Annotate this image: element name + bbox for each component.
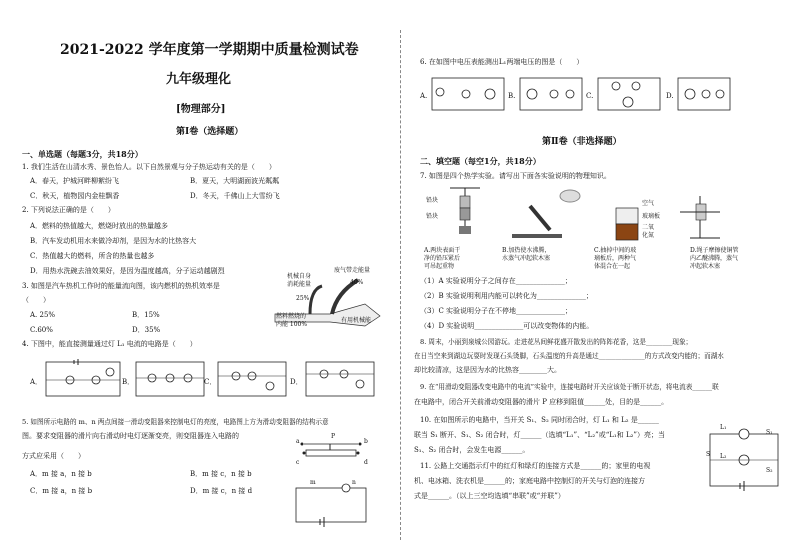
q4-option-d: D．: [290, 378, 303, 386]
q6-option-b: B.: [508, 92, 516, 100]
q5-option-b: B．m 接 c，n 接 b: [190, 470, 252, 478]
fig-label-40: 40%: [350, 279, 364, 286]
rheo-p: P: [331, 433, 336, 440]
fig-label-exhaust: 废气带走能量: [334, 267, 371, 274]
rheo-d: d: [364, 459, 368, 466]
q7-fig-no2-2: 化氮: [642, 232, 655, 239]
q10-line-1: 10. 在如图所示的电路中，当开关 S₁、S₂ 同时闭合时，灯 L₁ 和 L₂ 是______: [420, 416, 659, 424]
q8-line-1: 8. 周末，小丽到泉城公园游玩。走进花丛间鲜花盛开散发出的阵阵花香，这是________现象；: [420, 338, 693, 346]
q4-circuit-b: [134, 360, 206, 398]
q6-circuit-a: [430, 76, 506, 112]
q10-label-s: S: [706, 451, 711, 458]
section-2-heading: 二、填空题（每空1分，共18分）: [420, 156, 541, 166]
q2-option-d: D．用热水洗碗去油效果好，是因为温度越高，分子运动越剧烈: [30, 267, 225, 275]
q6-stem: 6. 在如图中电压表能测出L₁两端电压的图是（ ）: [420, 58, 584, 66]
q5-stem-3: 方式应采用（ ）: [22, 452, 85, 460]
q7-sub-4: （4）D 实验说明______________可以改变物体的内能。: [420, 322, 594, 330]
q7-caption-a-3: 可吊起重物: [424, 263, 455, 270]
volume-2-title: 第Ⅱ卷（非选择题）: [542, 137, 622, 147]
q3-option-a: A. 25%: [30, 311, 56, 319]
q4-option-c: C．: [204, 378, 217, 386]
q6-option-a: A.: [420, 92, 428, 100]
q7-fig-lead-1: 铅块: [426, 197, 439, 204]
q3-option-b: B．15%: [132, 311, 160, 319]
q2-stem: 2. 下列说法正确的是（ ）: [22, 206, 115, 214]
q10-line-3: S₁、S₂ 闭合时，会发生电源______。: [414, 446, 530, 454]
exam-subtitle: 九年级理化: [166, 72, 232, 87]
fig-label-useful: 有用机械能: [341, 317, 372, 324]
q7-caption-b-2: 水蒸气冲起软木塞: [502, 255, 551, 262]
q7-fig-lead-2: 铅块: [426, 213, 439, 220]
q6-option-c: C.: [586, 92, 594, 100]
rheo-b: b: [364, 438, 368, 445]
q10-line-2: 联当 S₁ 断开、S₁、S₂ 闭合时，灯______（选填“L₁”、“L₂”或“L₁和 L₂”）亮；当: [414, 431, 665, 439]
rheo-a: a: [296, 438, 300, 445]
q4-circuit-c: [216, 360, 288, 398]
rheo-n: n: [352, 479, 356, 486]
rheo-c: c: [296, 459, 300, 466]
q7-caption-c-1: C.抽掉中间的玻: [594, 247, 637, 254]
fig-label-machine: 机械自身: [287, 273, 312, 280]
q5-stem-1: 5. 如图所示电路的 m、n 两点间接一滑动变阻器来控制电灯的亮度，电路图上方为滑动变阻器的结构示意: [22, 418, 329, 426]
q6-circuit-c: [596, 76, 662, 112]
fig-label-consume: 消耗能量: [287, 281, 312, 288]
q4-option-a: A．: [30, 378, 43, 386]
q2-option-c: C．热值越大的燃料，所含的热量也越多: [30, 252, 155, 260]
rheostat-diagram: [296, 436, 368, 526]
q4-option-b: B．: [122, 378, 135, 386]
page-divider: [400, 30, 401, 540]
q7-experiment-figures: [420, 186, 790, 244]
q7-sub-3: （3）C 实验说明分子在不停地______________；: [420, 307, 573, 315]
q10-label-l2: L₂: [720, 453, 727, 460]
q9-line-1: 9. 在“用滑动变阻器改变电路中的电流”实验中，连接电路时开关应该处于断开状态，将电流表______联: [420, 383, 719, 391]
q7-caption-d-1: D.绳子摩擦使铜管: [690, 247, 739, 254]
q7-caption-a-1: A.两块表面干: [424, 247, 461, 254]
rheo-m: m: [310, 479, 316, 486]
q7-fig-air: 空气: [642, 200, 655, 207]
q10-label-s1: S₁: [766, 429, 773, 436]
q7-caption-c-2: 璃板后，两种气: [594, 255, 637, 262]
q1-option-b: B．夏天，大明湖面波光粼粼: [190, 177, 280, 185]
volume-1-title: 第Ⅰ卷（选择题）: [176, 127, 244, 137]
q5-option-d: D．m 接 c，n 接 d: [190, 487, 253, 495]
q2-option-a: A．燃料的热值越大，燃烧时放出的热量越多: [30, 222, 169, 230]
section-1-heading: 一、单选题（每题3分，共18分）: [22, 149, 143, 159]
q7-caption-a-2: 净的铅压紧后: [424, 255, 461, 262]
q5-option-a: A．m 接 a，n 接 b: [30, 470, 92, 478]
q6-circuit-d: [676, 76, 732, 112]
q8-line-3: 却比较清凉，这是因为水的比热容________大。: [414, 366, 561, 374]
q1-option-a: A．春天，护城河畔柳絮纷飞: [30, 177, 120, 185]
exam-title: 2021-2022 学年度第一学期期中质量检测试卷: [60, 42, 359, 58]
q7-caption-d-2: 内乙醚沸腾，蒸气: [690, 255, 739, 262]
q4-circuit-d: [304, 360, 376, 398]
q1-option-d: D．冬天，千佛山上大雪纷飞: [190, 192, 280, 200]
q5-option-c: C．m 接 a，n 接 b: [30, 487, 93, 495]
q11-line-1: 11. 公路上交通指示灯中的红灯和绿灯的连接方式是______的；家里的电视: [420, 462, 651, 470]
fig-label-25: 25%: [296, 295, 310, 302]
q9-line-2: 在电路中，闭合开关前滑动变阻器的滑片 P 应移到阻值______处，目的是______。: [414, 398, 669, 406]
q1-option-c: C．秋天，植物园内金桂飘香: [30, 192, 120, 200]
q10-label-l1: L₁: [720, 424, 727, 431]
fig-label-fuel: 燃料燃烧的: [276, 313, 307, 320]
q2-option-b: B．汽车发动机用水来做冷却剂，是因为水的比热容大: [30, 237, 197, 245]
q3-option-d: D．35%: [132, 326, 161, 334]
q7-stem: 7. 如图是四个热学实验。请写出下面各实验说明的物理知识。: [420, 172, 611, 180]
q3-option-c: C.60%: [30, 326, 53, 334]
q4-stem: 4. 下图中，能直接测量通过灯 L₁ 电流的电路是（ ）: [22, 340, 197, 348]
fig-label-100: 内能 100%: [276, 321, 308, 328]
q7-caption-b-1: B.加热使水沸腾，: [502, 247, 551, 254]
q6-option-d: D.: [666, 92, 674, 100]
q7-caption-c-3: 体混合在一起: [594, 263, 631, 270]
q7-fig-glass: 玻璃板: [642, 213, 661, 220]
q3-stem: 3. 如图是汽车热机工作时的能量流向图，该内燃机的热机效率是: [22, 282, 220, 290]
q4-circuit-a: [44, 360, 122, 398]
q1-stem: 1. 我们生活在山清水秀、景色怡人。以下自然景观与分子热运动有关的是（ ）: [22, 163, 276, 171]
q7-sub-2: （2）B 实验说明利用内能可以转化为______________；: [420, 292, 593, 300]
part-label: [物理部分]: [176, 104, 226, 115]
q3-stem-paren: （ ）: [22, 296, 50, 304]
q8-line-2: 在日当空来到湖边玩耍时发现石头烫脚，石头温度的升高是通过______________的方式改变内能的；而湖水: [414, 352, 724, 360]
q11-line-2: 机、电冰箱、洗衣机是______的；家庭电路中控制灯的开关与灯泡的连接方: [414, 477, 645, 485]
q7-sub-1: （1）A 实验说明分子之间存在______________；: [420, 277, 572, 285]
q5-stem-2: 图。要求变阻器的滑片向右滑动时电灯逐渐变亮，则变阻器连入电路的: [22, 432, 239, 440]
q6-circuit-b: [518, 76, 584, 112]
q7-caption-d-3: 冲起软木塞: [690, 263, 721, 270]
q10-label-s2: S₂: [766, 467, 773, 474]
right-column: [404, 0, 794, 549]
q11-line-3: 式是______。（以上三空均选填“串联”或“并联”）: [414, 492, 565, 500]
q7-fig-no2-1: 二氧: [642, 224, 655, 231]
